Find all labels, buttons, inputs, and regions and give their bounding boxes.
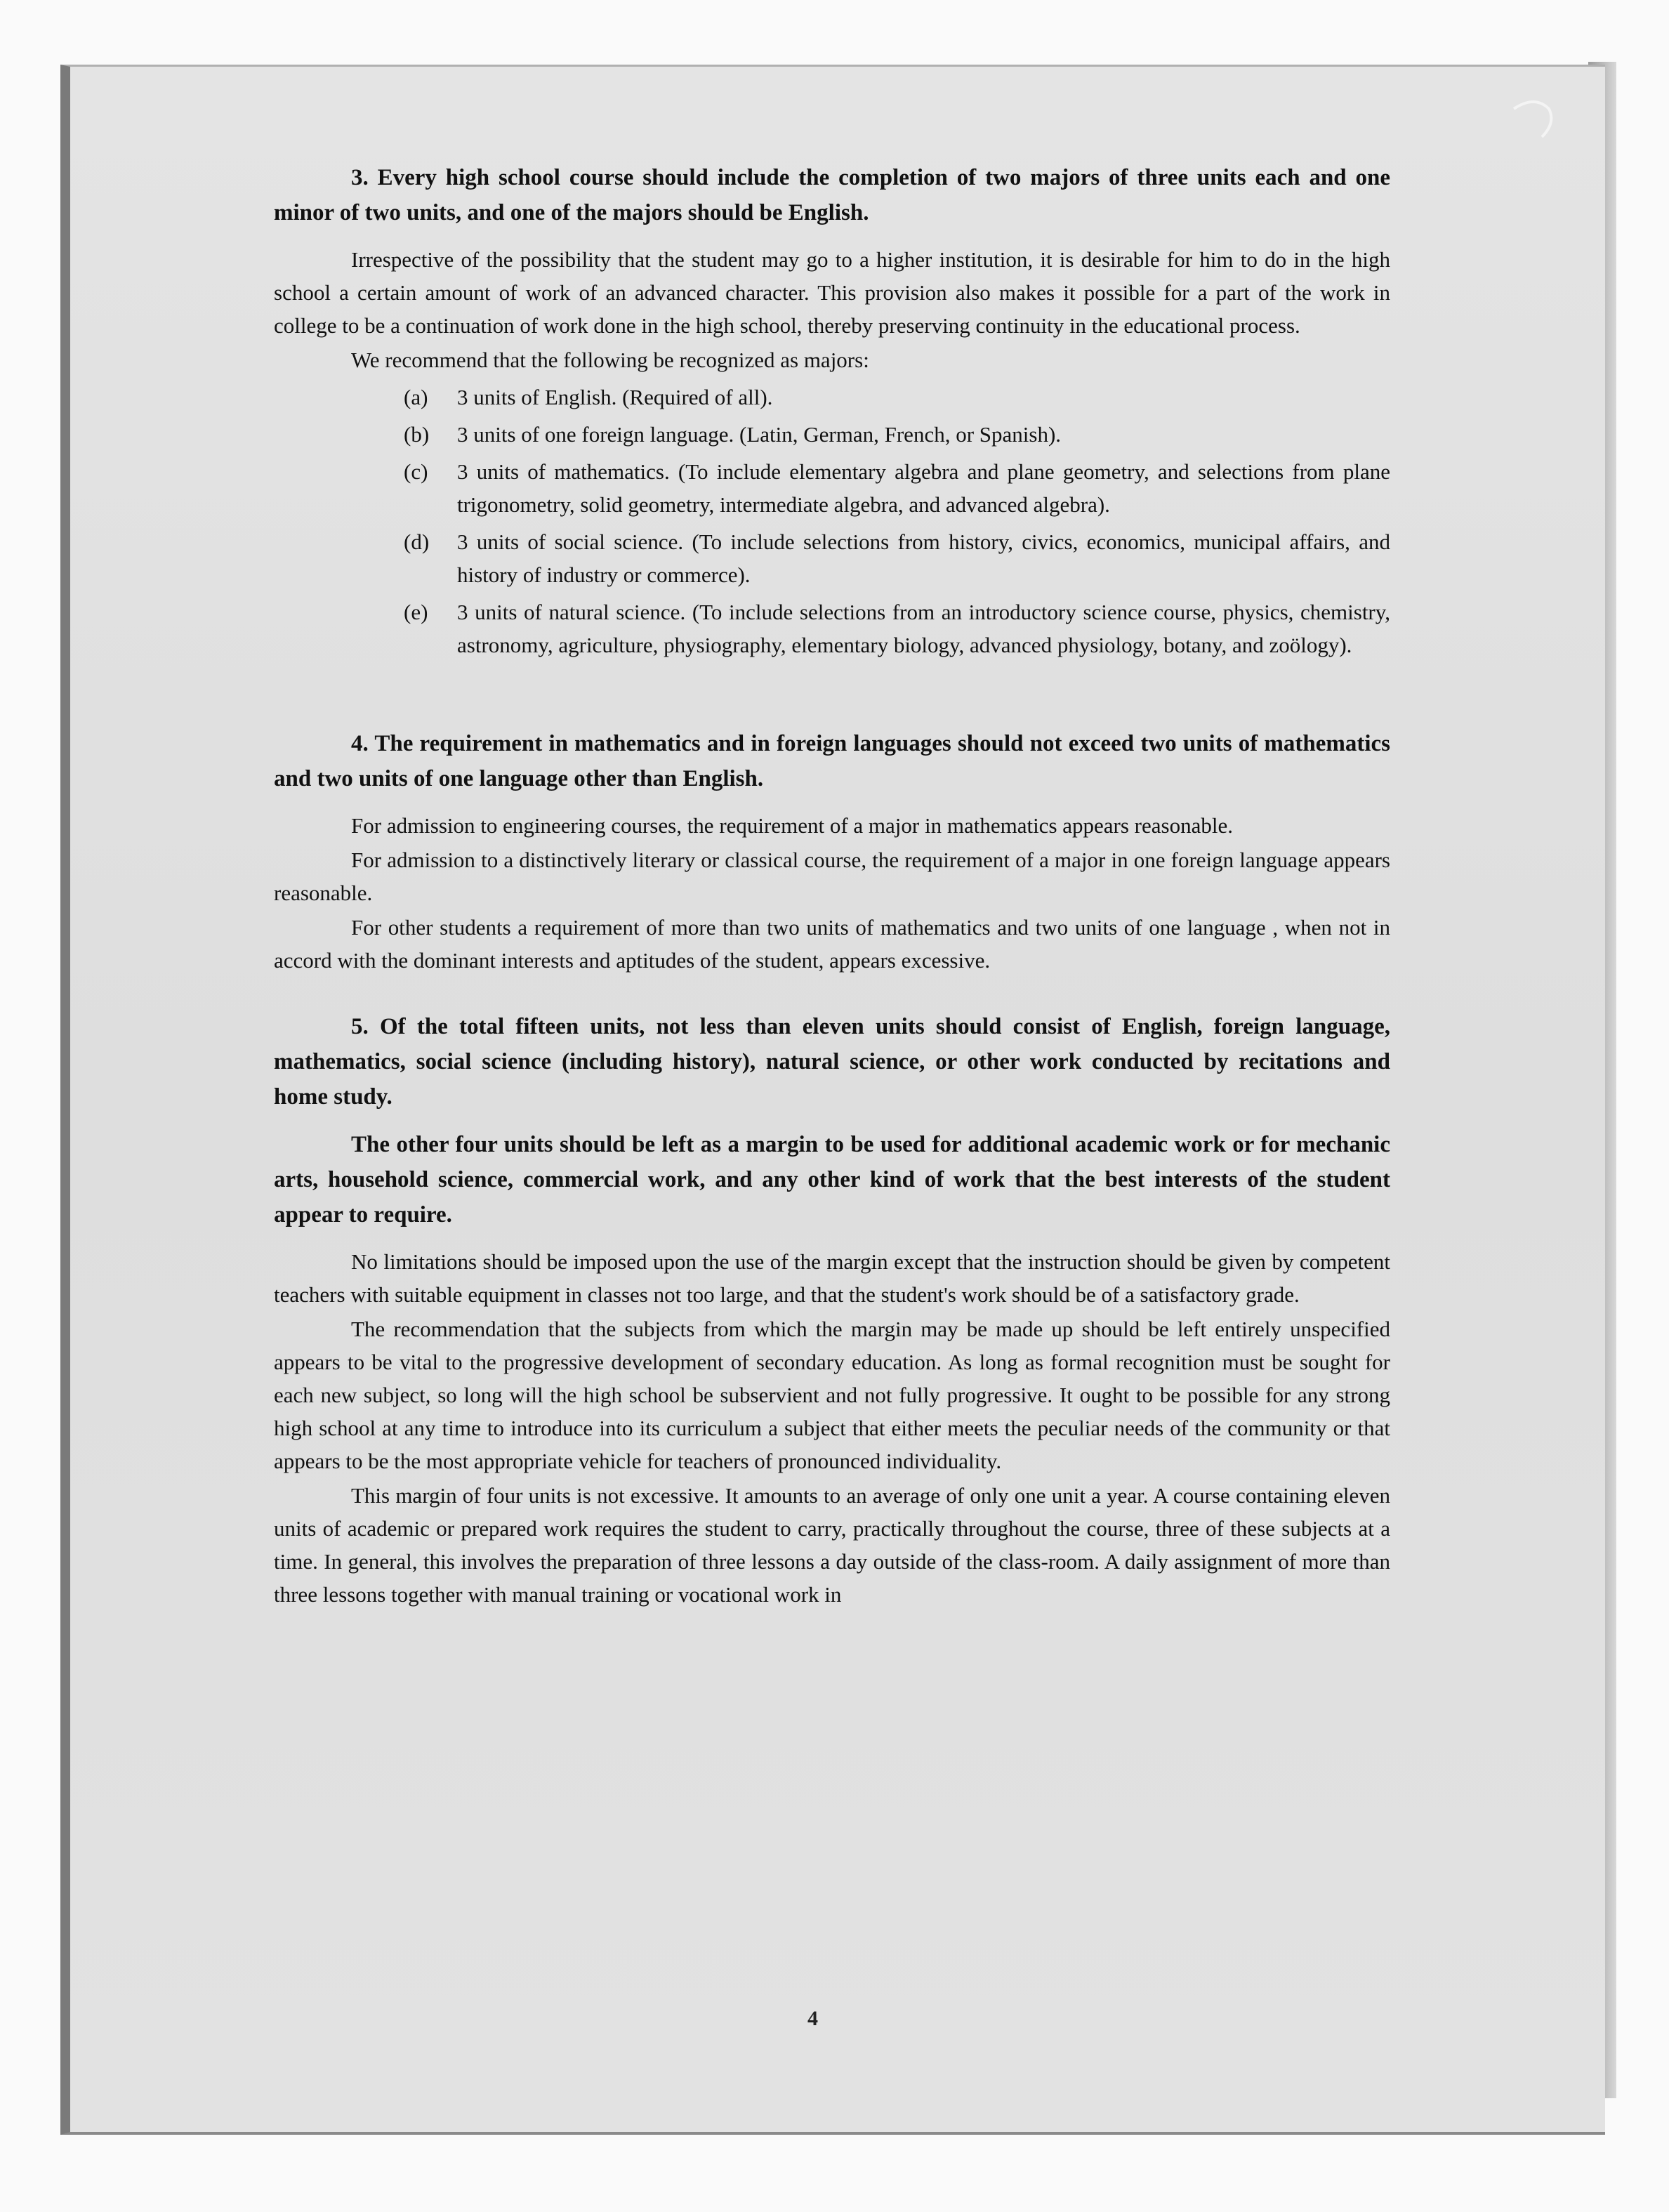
list-marker: (d)	[404, 529, 430, 554]
list-item	[274, 525, 1390, 591]
section-5-paragraph-2: The recommendation that the subjects from which the margin may be made up should be left entirely unspecified appears to be vital to the progressive development of secondary education. As long as formal recognition must be sought for each new subject, so long will the high school be subservient and not fully progressive. It ought to be possible for any strong high school at any time to introduce into its curriculum a subject that either meets the peculiar needs of the community or that appears to be the most appropriate vehicle for teachers of pronounced individuality.	[274, 1317, 1390, 1473]
list-item	[274, 381, 1390, 414]
section-4-paragraph-3: For other students a requirement of more than two units of mathematics and two units of one language , when not in accord with the dominant interests and aptitudes of the student, appears excessive.	[274, 915, 1390, 973]
majors-list	[274, 381, 1390, 661]
section-3-heading: 3. Every high school course should include the completion of two majors of three units each and one minor of two units, and one of the majors should be English.	[274, 165, 1390, 225]
page-text	[274, 160, 1390, 1612]
section-5-heading: 5. Of the total fifteen units, not less than eleven units should consist of English, foreign language, mathematics, social science (including history), natural science, or other work conducted by recitations and home study.	[274, 1014, 1390, 1110]
section-5-paragraph-3: This margin of four units is not excessive. It amounts to an average of only one unit a year. A course containing eleven units of academic or prepared work requires the student to carry, practically throughout the course, three of these subjects at a time. In general, this involves the preparation of three lessons a day outside of the class-room. A daily assignment of more than three lessons together with manual training or vocational work in	[274, 1483, 1390, 1607]
list-text: 3 units of mathematics. (To include elementary algebra and plane geometry, and selections from plane trigonometry, solid geometry, intermediate algebra, and advanced algebra).	[457, 459, 1390, 517]
section-3-paragraph-1: Irrespective of the possibility that the student may go to a higher institution, it is desirable for him to do in the high school a certain amount of work of an advanced character. This provision also makes it possible for a part of the work in college to be a continuation of work done in the high school, thereby preserving continuity in the educational process.	[274, 247, 1390, 338]
list-text: 3 units of natural science. (To include selections from an introductory science course, physics, chemistry, astronomy, agriculture, physiography, elementary biology, advanced physiology, botany, and zoölogy).	[457, 600, 1390, 657]
list-text: 3 units of English. (Required of all).	[457, 385, 773, 409]
section-4-paragraph-2: For admission to a distinctively literary or classical course, the requirement of a major in one foreign language appears reasonable.	[274, 848, 1390, 905]
list-marker: (e)	[404, 600, 428, 624]
list-text: 3 units of one foreign language. (Latin, German, French, or Spanish).	[457, 422, 1062, 447]
page-number: 4	[807, 2007, 818, 2030]
list-marker: (a)	[404, 385, 428, 409]
section-spacer	[274, 978, 1390, 1009]
list-item	[274, 595, 1390, 661]
section-spacer	[274, 666, 1390, 726]
section-4-heading: 4. The requirement in mathematics and in foreign languages should not exceed two units of mathematics and two units of one language other than English.	[274, 731, 1390, 791]
section-5-paragraph-1: No limitations should be imposed upon the use of the margin except that the instruction should be given by competent teachers with suitable equipment in classes not too large, and that the student's work should be of a satisfactory grade.	[274, 1249, 1390, 1307]
list-marker: (c)	[404, 459, 428, 484]
list-item	[274, 418, 1390, 451]
list-item	[274, 455, 1390, 521]
section-5-subheading: The other four units should be left as a margin to be used for additional academic work or for mechanic arts, household science, commercial work, and any other kind of work that the best interests of the student appear to require.	[274, 1132, 1390, 1227]
pencil-mark	[1500, 88, 1577, 144]
list-marker: (b)	[404, 422, 430, 447]
section-4-paragraph-1: For admission to engineering courses, the requirement of a major in mathematics appears reasonable.	[351, 813, 1233, 838]
list-text: 3 units of social science. (To include selections from history, civics, economics, municipal affairs, and history of industry or commerce).	[457, 529, 1390, 587]
section-3-paragraph-2: We recommend that the following be recognized as majors:	[351, 348, 869, 372]
